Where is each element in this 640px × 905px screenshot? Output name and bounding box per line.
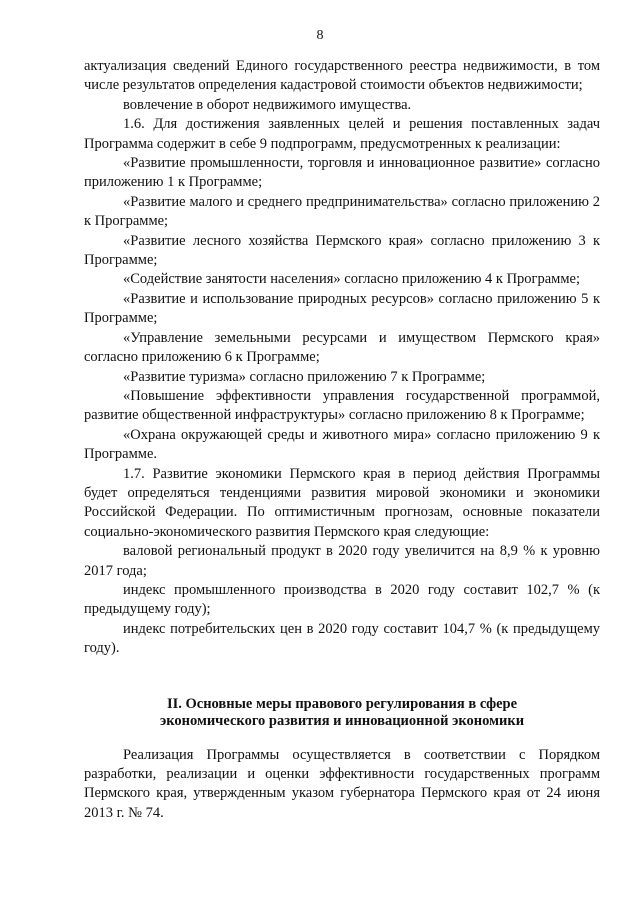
paragraph-1-6: 1.6. Для достижения заявленных целей и решения поставленных задач Программа содержит в себе 9 подпрограмм, предусмотренных к реализации: <box>84 116 600 152</box>
paragraph-1-7: 1.7. Развитие экономики Пермского края в период действия Программы будет определяться тенденциями развития мировой экономики и экономики Российской Федерации. По оптимистичным прогнозам, основные показатели социально-экономического развития Пермского края следующие: <box>84 465 600 540</box>
subprogram-6: «Управление земельными ресурсами и имуществом Пермского края» согласно приложению 6 к Программе; <box>84 329 600 366</box>
subprogram-3: «Развитие лесного хозяйства Пермского края» согласно приложению 3 к Программе; <box>84 232 600 269</box>
indicator-consumer-prices: индекс потребительских цен в 2020 году составит 104,7 % (к предыдущему году). <box>84 620 600 657</box>
section-heading <box>84 696 600 730</box>
indicator-industrial: индекс промышленного производства в 2020 году составит 102,7 % (к предыдущему году); <box>84 581 600 618</box>
subprogram-1: «Развитие промышленности, торговля и инновационное развитие» согласно приложению 1 к Программе; <box>84 155 600 191</box>
section-heading-line-1: II. Основные меры правового регулирования в сфере <box>166 695 518 712</box>
paragraph-implementation: Реализация Программы осуществляется в соответствии с Порядком разработки, реализации и оценки эффективности государственных программ Пермского края, утвержденным указом губернатора Пермского края от 24 июня 2013 г. № 74. <box>84 746 600 821</box>
paragraph-cadastre: актуализация сведений Единого государственного реестра недвижимости, в том числе результатов определения кадастровой стоимости объектов недвижимости; <box>84 58 600 94</box>
indicator-grp: валовой региональный продукт в 2020 году увеличится на 8,9 % к уровню 2017 года; <box>84 543 600 579</box>
paragraph-property: вовлечение в оборот недвижимого имущества. <box>123 96 412 113</box>
subprogram-8: «Повышение эффективности управления государственной программой, развитие общественной инфраструктуры» согласно приложению 8 к Программе; <box>84 387 600 424</box>
subprogram-5: «Развитие и использование природных ресурсов» согласно приложению 5 к Программе; <box>84 290 600 327</box>
page-number: 8 <box>316 28 324 43</box>
subprogram-4: «Содействие занятости населения» согласно приложению 4 к Программе; <box>123 271 580 288</box>
subprogram-9: «Охрана окружающей среды и животного мира» согласно приложению 9 к Программе. <box>84 426 600 463</box>
document-body <box>84 57 600 823</box>
subprogram-7: «Развитие туризма» согласно приложению 7 к Программе; <box>123 368 486 385</box>
subprogram-2: «Развитие малого и среднего предпринимательства» согласно приложению 2 к Программе; <box>84 193 600 230</box>
section-heading-line-2: экономического развития и инновационной экономики <box>159 712 525 729</box>
